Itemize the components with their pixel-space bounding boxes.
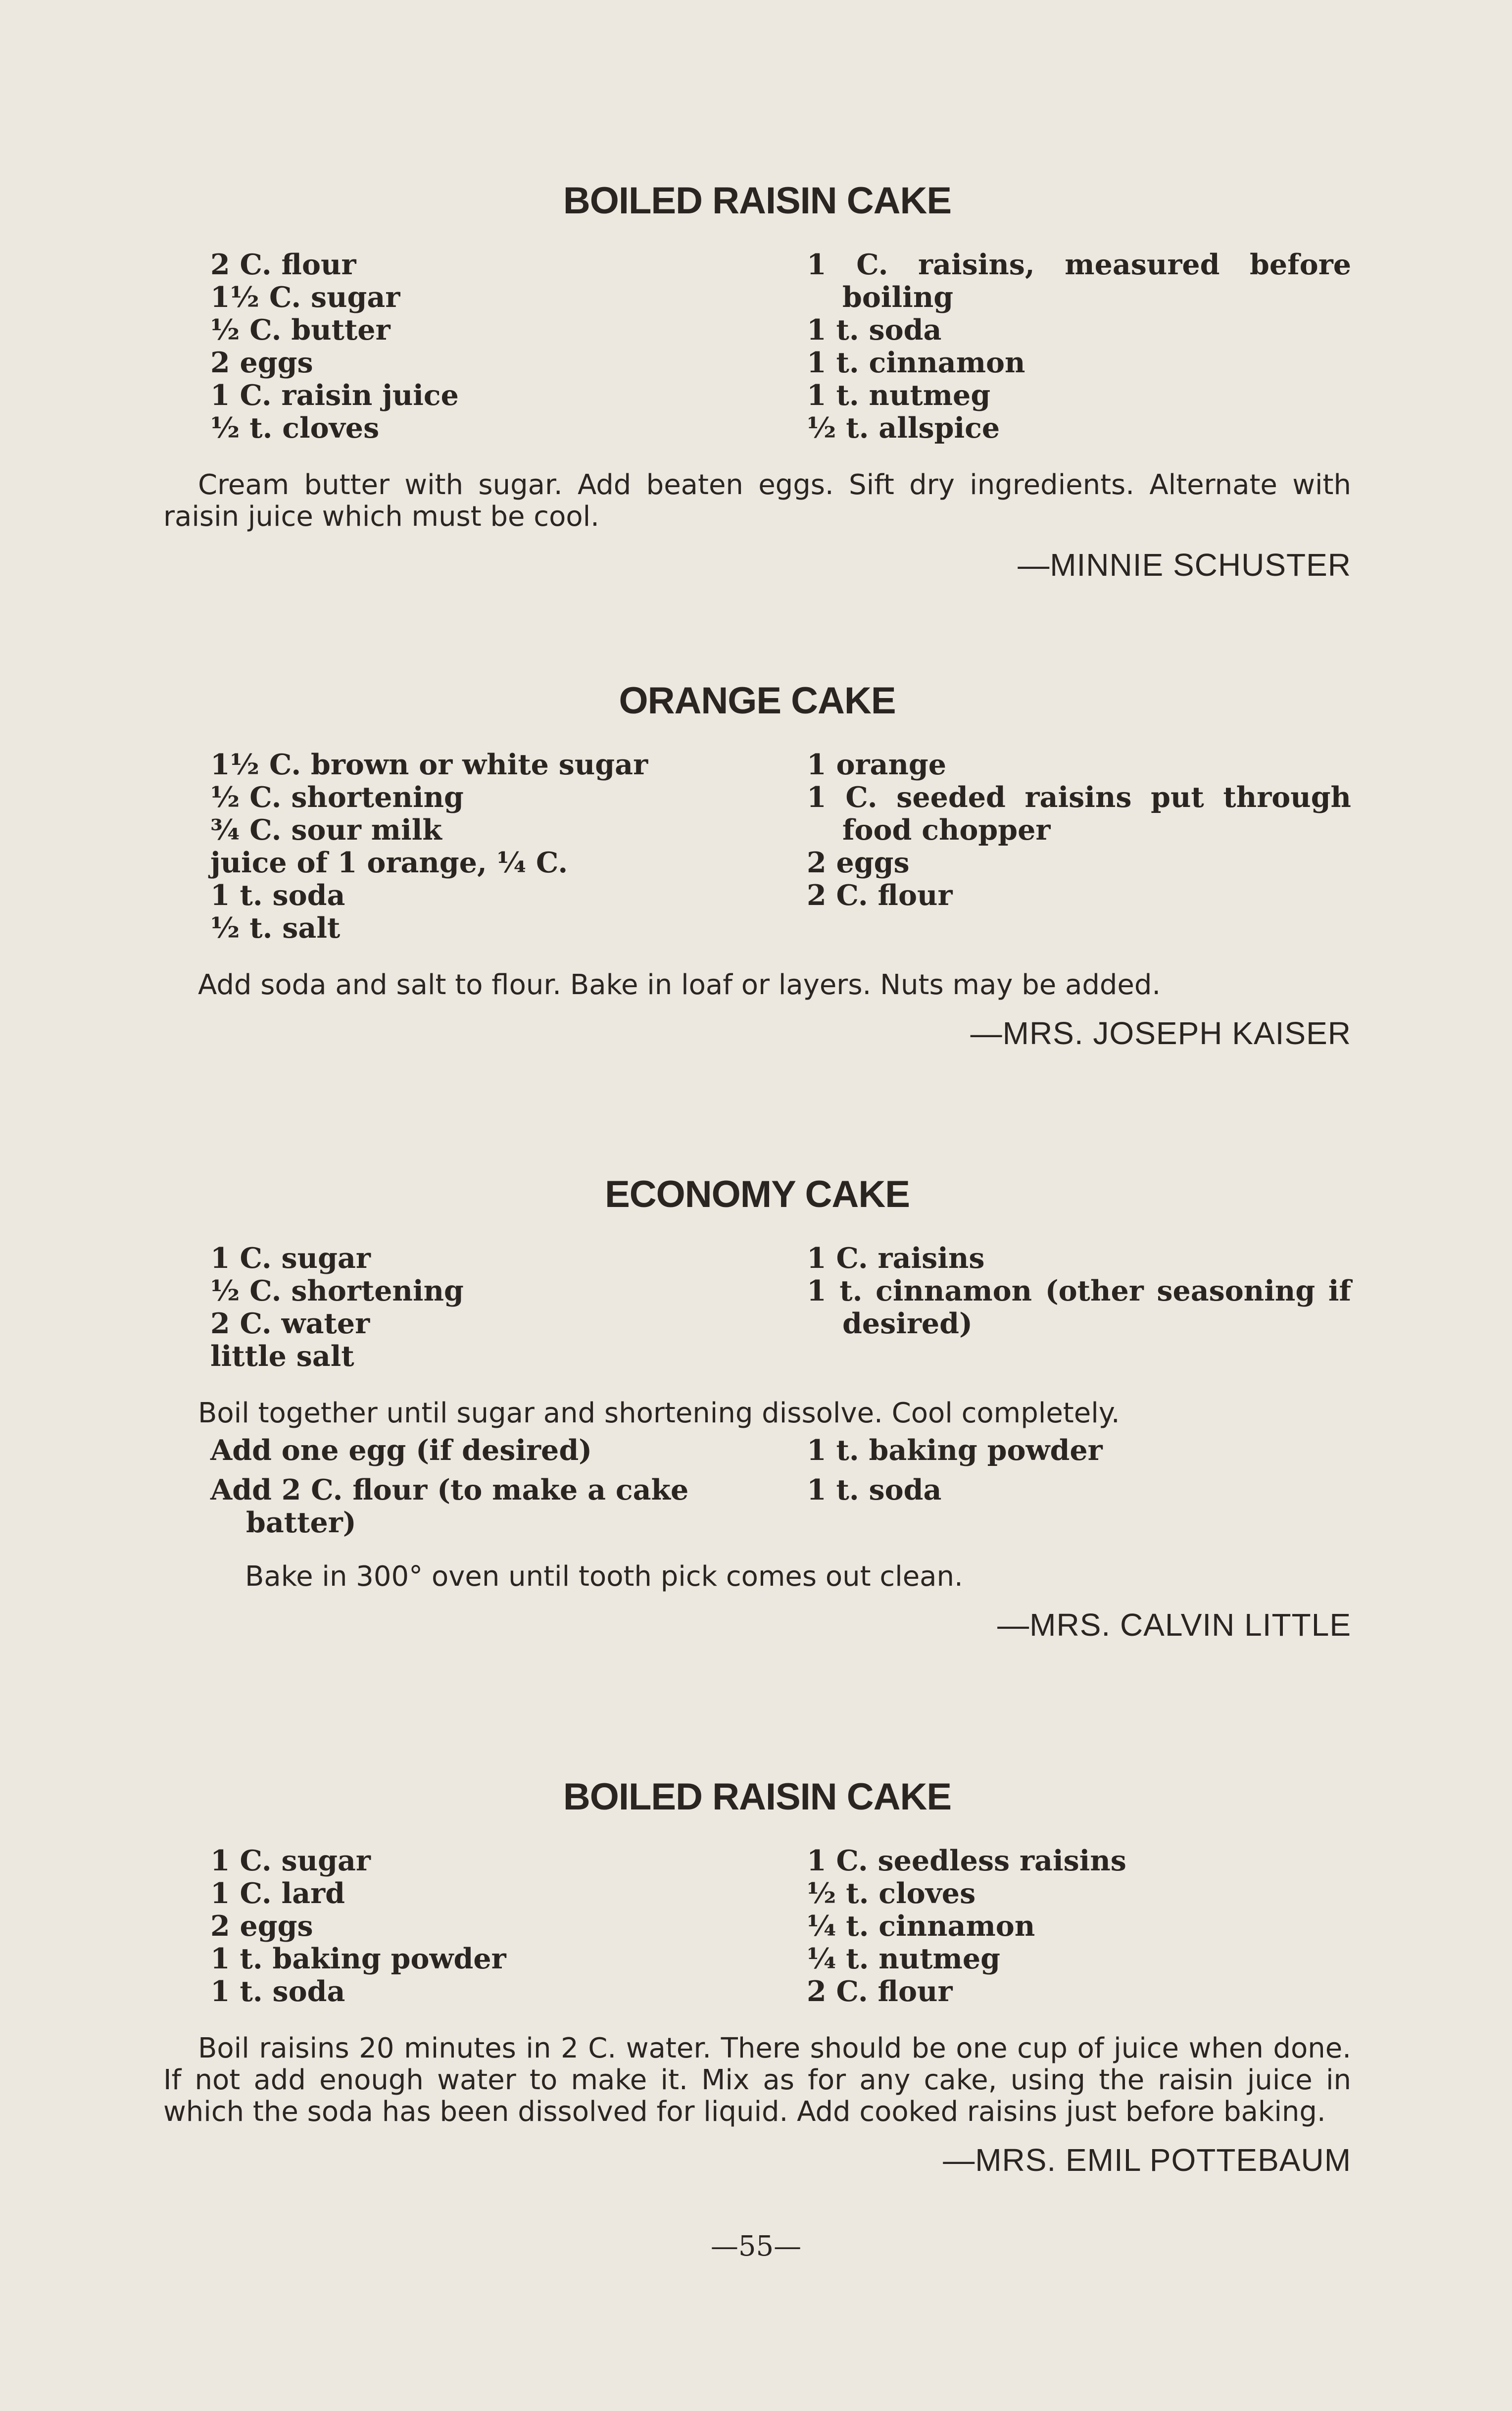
- ingredient: ¾ C. sour milk: [210, 813, 442, 847]
- recipe-boiled-raisin-cake-1: [163, 182, 1351, 583]
- ingredient: ½ C. shortening: [210, 1274, 464, 1307]
- recipe-boiled-raisin-cake-2: [163, 1778, 1351, 2178]
- ingredient: 2 C. water: [210, 1307, 370, 1340]
- recipe-method: Boil together until sugar and shortening dissolve. Cool completely.: [198, 1397, 1120, 1429]
- ingredient: 2 eggs: [807, 846, 910, 879]
- ingredient: ¼ t. cinnamon: [807, 1909, 1035, 1943]
- ingredients: [163, 1845, 1351, 2008]
- ingredient: 1 t. nutmeg: [807, 379, 991, 412]
- ingredient: little salt: [210, 1340, 354, 1373]
- additions-left: [163, 1434, 784, 1539]
- ingredient: 2 eggs: [210, 346, 313, 379]
- recipe-author: —MRS. CALVIN LITTLE: [997, 1607, 1351, 1643]
- ingredients-left: [163, 749, 784, 945]
- ingredient: 1 t. baking powder: [210, 1942, 506, 1975]
- addition: 1 t. baking powder: [807, 1434, 1103, 1467]
- ingredient: 2 C. flour: [210, 248, 356, 281]
- ingredient: 1 C. raisin juice: [210, 379, 459, 412]
- recipe-method-bake: Bake in 300° oven until tooth pick comes out clean.: [245, 1560, 963, 1593]
- ingredients: [163, 249, 1351, 445]
- ingredient: 2 eggs: [210, 1909, 313, 1943]
- page-number: —55—: [710, 2230, 802, 2262]
- ingredient: 1 C. sugar: [210, 1242, 371, 1275]
- ingredients: [163, 1242, 1351, 1373]
- ingredient: 1 t. soda: [210, 1975, 345, 2008]
- ingredient: ½ t. cloves: [210, 411, 380, 445]
- ingredient: 1 C. sugar: [210, 1844, 371, 1877]
- ingredient: 1 t. cinnamon (other seasoning if desired): [807, 1274, 1351, 1340]
- recipe-orange-cake: [163, 682, 1351, 1052]
- ingredient: ½ t. cloves: [807, 1877, 976, 1910]
- ingredient: 1 C. raisins: [807, 1242, 985, 1275]
- ingredient: 1 t. soda: [807, 313, 942, 347]
- ingredient: 1 t. soda: [210, 879, 345, 912]
- ingredients: [163, 749, 1351, 945]
- addition: 1 t. soda: [807, 1473, 942, 1507]
- addition: Add one egg (if desired): [210, 1434, 592, 1467]
- ingredient: 1½ C. brown or white sugar: [210, 748, 648, 781]
- ingredients-right: [807, 749, 1351, 945]
- recipe-title: ECONOMY CAKE: [605, 1173, 910, 1215]
- ingredient: 1½ C. sugar: [210, 281, 400, 314]
- ingredient: juice of 1 orange, ¼ C.: [210, 846, 568, 879]
- recipe-title: ORANGE CAKE: [619, 680, 896, 722]
- ingredient: 1 C. seedless raisins: [807, 1844, 1126, 1877]
- ingredient: 1 orange: [807, 748, 947, 781]
- recipe-author: —MRS. JOSEPH KAISER: [970, 1015, 1351, 1051]
- ingredient: ½ t. allspice: [807, 411, 1000, 445]
- recipe-author: —MRS. EMIL POTTEBAUM: [943, 2142, 1351, 2178]
- ingredient: 1 t. cinnamon: [807, 346, 1025, 379]
- recipe-method: Add soda and salt to flour. Bake in loaf or layers. Nuts may be added.: [198, 969, 1161, 1001]
- ingredient: 1 C. raisins, measured before boiling: [807, 248, 1351, 314]
- ingredient: ¼ t. nutmeg: [807, 1942, 1000, 1975]
- recipe-title: BOILED RAISIN CAKE: [563, 180, 952, 222]
- recipe-author: —MINNIE SCHUSTER: [1018, 547, 1351, 583]
- ingredients-right: [807, 1242, 1351, 1373]
- additions: [163, 1434, 1351, 1539]
- ingredient: ½ C. butter: [210, 313, 390, 347]
- additions-right: [807, 1434, 1351, 1539]
- ingredients-right: [807, 249, 1351, 445]
- ingredient: ½ t. salt: [210, 911, 341, 945]
- ingredient: 2 C. flour: [807, 879, 953, 912]
- addition: Add 2 C. flour (to make a cake batter): [210, 1473, 689, 1539]
- ingredient: 2 C. flour: [807, 1975, 953, 2008]
- ingredient: ½ C. shortening: [210, 781, 464, 814]
- ingredient: 1 C. seeded raisins put through food chopper: [807, 781, 1351, 847]
- ingredients-left: [163, 1242, 784, 1373]
- ingredients-left: [163, 249, 784, 445]
- recipe-title: BOILED RAISIN CAKE: [563, 1776, 952, 1818]
- recipe-economy-cake: [163, 1173, 1351, 1643]
- ingredients-left: [163, 1845, 784, 2008]
- ingredient: 1 C. lard: [210, 1877, 345, 1910]
- ingredients-right: [807, 1845, 1351, 2008]
- recipe-method: Cream butter with sugar. Add beaten eggs. Sift dry ingredients. Alternate with raisin juice which must be cool.: [163, 469, 1351, 533]
- recipe-method: Boil raisins 20 minutes in 2 C. water. There should be one cup of juice when done. If not add enough water to make it. Mix as for any cake, using the raisin juice in which the soda has been dissolved for liquid. Add cooked raisins just before baking.: [163, 2032, 1351, 2128]
